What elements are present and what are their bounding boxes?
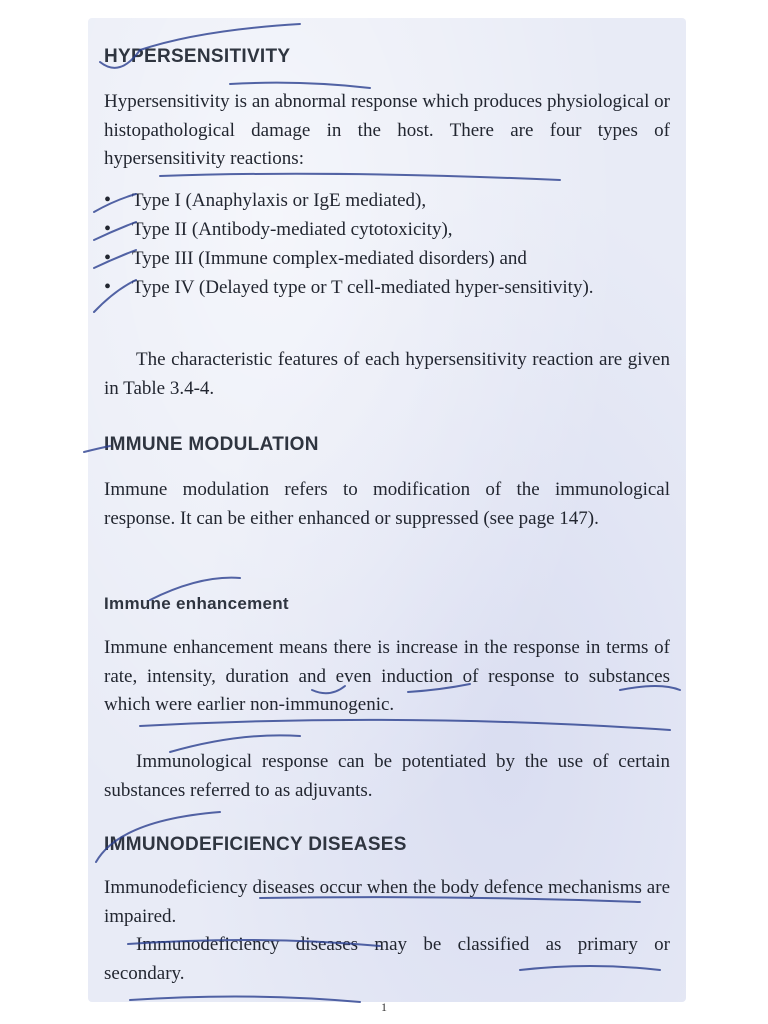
hypersensitivity-features: The characteristic features of each hypersensitivity reaction are given in Table 3.4-4.: [104, 349, 670, 399]
list-item: • Type I (Anaphylaxis or IgE mediated),: [104, 186, 670, 215]
heading-immunodeficiency-diseases: IMMUNODEFICIENCY DISEASES: [104, 834, 407, 855]
page-number: 1: [381, 1000, 387, 1014]
hypersensitivity-intro: Hypersensitivity is an abnormal response which produces physiological or histopathological damage in the host. There are four types of hypersensitivity reactions:: [104, 91, 670, 169]
immune-enhancement-text-1: Immune enhancement means there is increase in the response in terms of rate, intensity, duration and even induction of response to substances which were earlier non-immunogenic.: [104, 637, 670, 715]
list-item: • Type IV (Delayed type or T cell-mediated hyper-sensitivity).: [104, 273, 670, 302]
immunodeficiency-text-1: Immunodeficiency diseases occur when the body defence mechanisms are impaired.: [104, 877, 670, 927]
heading-hypersensitivity: HYPERSENSITIVITY: [104, 46, 291, 67]
heading-immune-enhancement: Immune enhancement: [104, 594, 289, 613]
heading-immune-modulation: IMMUNE MODULATION: [104, 434, 319, 455]
list-item: • Type III (Immune complex-mediated disorders) and: [104, 244, 670, 273]
hypersensitivity-types-list: [104, 186, 670, 302]
immune-modulation-text: Immune modulation refers to modification of the immunological response. It can be either enhanced or suppressed (see page 147).: [104, 479, 670, 529]
list-item: • Type II (Antibody-mediated cytotoxicity),: [104, 215, 670, 244]
immune-enhancement-text-2: Immunological response can be potentiated by the use of certain substances referred to as adjuvants.: [104, 751, 670, 801]
immunodeficiency-text-2: Immunodeficiency diseases may be classified as primary or secondary.: [104, 934, 670, 984]
